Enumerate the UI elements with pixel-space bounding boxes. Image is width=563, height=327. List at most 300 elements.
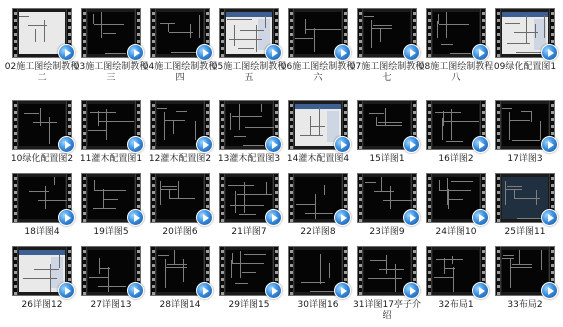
drawing-line [243,145,264,146]
film-hole [221,219,224,222]
film-hole [14,19,17,22]
film-hole [497,278,500,281]
film-hole [152,146,155,149]
drawing-line [319,107,320,136]
film-hole [290,191,293,194]
film-hole [359,264,362,267]
file-name: 09绿化配置图1 [493,62,557,72]
film-hole [497,219,500,222]
film-hole [68,19,71,22]
film-hole [359,257,362,260]
video-thumbnail [357,8,417,58]
film-hole [152,118,155,121]
film-hole [206,250,209,253]
film-hole [275,191,278,194]
play-badge-icon [265,282,282,299]
film-hole [482,26,485,29]
film-hole [290,104,293,107]
drawing-line [93,14,94,24]
drawing-line [233,263,264,264]
film-hole [152,26,155,29]
drawing-line [95,190,126,191]
film-hole [275,125,278,128]
drawing-line [232,253,233,264]
film-hole [137,26,140,29]
film-strip [82,247,87,295]
film-hole [68,104,71,107]
film-hole [359,219,362,222]
film-hole [152,219,155,222]
film-hole [428,264,431,267]
video-thumbnail [81,100,141,150]
file-name: 15详图1 [369,154,405,164]
film-hole [359,19,362,22]
film-hole [359,104,362,107]
file-name: 26详图12 [21,300,63,310]
film-strip [13,247,18,295]
film-hole [290,198,293,201]
drawing-line [195,121,196,140]
drawing-line [451,181,473,182]
drawing-line [438,14,439,24]
film-strip [427,101,432,149]
film-hole [482,104,485,107]
film-strip [358,247,363,295]
film-hole [290,264,293,267]
film-hole [359,125,362,128]
film-hole [137,250,140,253]
film-hole [290,292,293,295]
drawing-line [440,190,471,191]
film-hole [551,40,554,43]
drawing-line [89,277,108,278]
film-hole [290,132,293,135]
film-hole [482,33,485,36]
film-hole [68,278,71,281]
film-hole [413,264,416,267]
video-thumbnail [288,173,348,223]
film-strip [13,101,18,149]
film-hole [152,132,155,135]
film-hole [221,191,224,194]
film-hole [413,257,416,260]
drawing-line [165,120,185,121]
video-thumbnail [426,173,486,223]
film-hole [497,54,500,57]
film-hole [497,257,500,260]
film-hole [137,111,140,114]
film-hole [482,40,485,43]
file-name: 17详图3 [507,154,543,164]
play-badge-icon [541,136,558,153]
film-hole [290,111,293,114]
film-hole [137,257,140,260]
film-hole [83,132,86,135]
film-hole [428,184,431,187]
film-hole [68,111,71,114]
film-strip [151,247,156,295]
film-hole [152,257,155,260]
film-strip [496,247,501,295]
film-hole [497,205,500,208]
video-thumbnail [219,8,279,58]
film-hole [344,132,347,135]
film-strip [427,9,432,57]
film-hole [497,104,500,107]
film-hole [206,264,209,267]
film-hole [359,139,362,142]
film-hole [221,132,224,135]
drawing-line [310,116,311,136]
film-hole [428,271,431,274]
film-strip [82,9,87,57]
video-thumbnail [219,173,279,223]
film-strip [358,174,363,222]
film-hole [551,198,554,201]
film-hole [14,191,17,194]
play-badge-icon [58,44,75,61]
film-hole [83,146,86,149]
film-strip [220,9,225,57]
video-thumbnail [495,100,555,150]
film-hole [413,205,416,208]
file-name: 23详图9 [369,227,405,237]
film-hole [221,104,224,107]
play-badge-icon [472,282,489,299]
play-badge-icon [541,282,558,299]
drawing-line [190,24,191,38]
film-strip [358,101,363,149]
drawing-line [176,111,187,112]
film-hole [83,250,86,253]
film-hole [221,47,224,50]
film-hole [428,132,431,135]
video-thumbnail [426,100,486,150]
film-hole [359,54,362,57]
film-hole [344,125,347,128]
film-strip [496,9,501,57]
film-hole [83,292,86,295]
film-hole [83,278,86,281]
film-hole [68,177,71,180]
drawing-line [33,122,57,123]
film-hole [413,118,416,121]
film-hole [482,177,485,180]
drawing-line [242,272,256,273]
drawing-line [44,20,45,42]
film-hole [221,26,224,29]
drawing-line [103,33,116,34]
film-hole [428,26,431,29]
drawing-line [94,180,95,191]
play-badge-icon [472,209,489,226]
play-badge-icon [334,136,351,153]
video-thumbnail [357,246,417,296]
drawing-line [324,185,325,195]
play-badge-icon [127,44,144,61]
file-name: 04施工图绘制教程四 [142,62,218,83]
play-badge-icon [541,44,558,61]
film-hole [359,278,362,281]
drawing-line [512,264,532,265]
film-strip [13,9,18,57]
file-name: 20详图6 [162,227,198,237]
video-thumbnail [12,173,72,223]
drawing-line [519,250,520,264]
film-hole [275,111,278,114]
file-name: 21详图7 [231,227,267,237]
film-hole [482,198,485,201]
film-hole [359,33,362,36]
film-hole [83,111,86,114]
drawing-line [531,112,532,122]
drawing-line [240,251,241,278]
film-hole [482,264,485,267]
video-thumbnail [495,246,555,296]
film-hole [221,19,224,22]
file-name: 25详图11 [504,227,546,237]
drawing-line [19,16,29,17]
film-strip [427,174,432,222]
film-hole [359,146,362,149]
drawing-line [261,104,262,112]
film-hole [551,118,554,121]
drawing-line [59,255,60,268]
drawing-line [434,277,453,278]
drawing-line [505,181,506,205]
film-hole [413,198,416,201]
film-hole [206,19,209,22]
drawing-line [49,117,50,144]
film-hole [359,118,362,121]
file-name: 33布局2 [507,300,543,310]
video-thumbnail [288,100,348,150]
film-hole [14,285,17,288]
film-hole [428,146,431,149]
film-hole [275,177,278,180]
drawing-line [227,19,252,20]
film-hole [290,125,293,128]
film-hole [221,125,224,128]
file-name: 07施工图绘制教程七 [349,62,425,83]
film-hole [68,184,71,187]
file-name: 30详图16 [297,300,339,310]
film-hole [551,257,554,260]
film-hole [482,118,485,121]
drawing-line [34,269,59,270]
film-hole [14,40,17,43]
film-hole [413,33,416,36]
film-hole [497,40,500,43]
film-hole [359,250,362,253]
film-hole [221,12,224,15]
drawing-line [444,121,479,122]
film-hole [428,205,431,208]
film-hole [83,191,86,194]
window-titlebar [295,104,341,109]
film-hole [344,118,347,121]
file-name: 13灌木配置图3 [217,154,281,164]
film-hole [497,146,500,149]
film-hole [551,12,554,15]
film-hole [206,278,209,281]
film-hole [152,111,155,114]
drawing-line [374,191,394,192]
drawing-line [377,125,402,126]
film-hole [428,54,431,57]
file-name: 31详图17亭子介绍 [353,300,421,321]
film-hole [551,104,554,107]
film-hole [83,19,86,22]
drawing-line [503,255,514,256]
film-hole [482,184,485,187]
film-hole [137,264,140,267]
film-hole [206,26,209,29]
drawing-line [443,111,444,126]
file-name: 27详图13 [90,300,132,310]
film-hole [152,184,155,187]
film-hole [413,40,416,43]
drawing-line [379,269,404,270]
film-hole [428,47,431,50]
film-hole [152,177,155,180]
film-hole [83,54,86,57]
film-hole [413,271,416,274]
film-hole [290,205,293,208]
film-hole [290,118,293,121]
video-thumbnail [12,100,72,150]
drawing-line [105,53,126,54]
drawing-line [183,259,184,282]
film-hole [221,177,224,180]
film-hole [137,40,140,43]
file-name: 14灌木配置图4 [286,154,350,164]
film-hole [83,212,86,215]
film-hole [428,198,431,201]
film-hole [152,292,155,295]
drawing-line [23,278,57,279]
film-hole [290,219,293,222]
play-badge-icon [334,282,351,299]
drawing-line [160,181,161,205]
video-thumbnail [219,100,279,150]
drawing-line [385,108,386,126]
film-hole [290,257,293,260]
video-thumbnail [288,246,348,296]
drawing-line [510,120,530,121]
drawing-line [511,267,532,268]
film-hole [413,278,416,281]
play-badge-icon [196,282,213,299]
film-hole [290,139,293,142]
drawing-line [244,182,245,213]
drawing-line [169,190,170,199]
film-hole [137,177,140,180]
film-hole [68,250,71,253]
film-hole [497,191,500,194]
file-name: 08施工图绘制教程八 [418,62,494,83]
drawing-line [235,191,236,213]
film-hole [83,12,86,15]
film-hole [344,271,347,274]
film-strip [220,247,225,295]
play-badge-icon [265,209,282,226]
film-hole [428,19,431,22]
video-thumbnail [357,100,417,150]
video-thumbnail [288,8,348,58]
film-strip [496,174,501,222]
film-hole [344,40,347,43]
drawing-line [441,44,453,45]
file-name: 16详图2 [438,154,474,164]
film-strip [220,174,225,222]
film-hole [551,250,554,253]
drawing-line [452,256,453,264]
film-hole [14,139,17,142]
film-hole [68,198,71,201]
play-badge-icon [472,44,489,61]
drawing-line [505,23,520,24]
drawing-line [446,141,463,142]
film-strip [289,9,294,57]
film-hole [14,33,17,36]
film-hole [482,271,485,274]
film-hole [14,219,17,222]
film-hole [344,278,347,281]
drawing-line [239,104,240,130]
film-hole [359,212,362,215]
play-badge-icon [334,209,351,226]
drawing-line [378,122,402,123]
drawing-line [99,121,134,122]
film-hole [482,125,485,128]
film-strip [496,101,501,149]
film-hole [497,184,500,187]
drawing-line [315,194,316,219]
film-hole [275,118,278,121]
film-hole [152,285,155,288]
drawing-line [98,111,99,126]
film-hole [275,184,278,187]
film-hole [152,40,155,43]
film-hole [290,40,293,43]
film-hole [14,177,17,180]
film-hole [497,19,500,22]
drawing-line [54,177,55,185]
drawing-line [244,254,266,255]
film-hole [413,191,416,194]
drawing-line [544,15,545,38]
drawing-line [515,198,540,199]
video-thumbnail [495,8,555,58]
film-hole [83,285,86,288]
film-hole [14,26,17,29]
film-hole [137,19,140,22]
film-hole [428,139,431,142]
film-hole [551,191,554,194]
file-name: 18详图4 [24,227,60,237]
film-hole [83,177,86,180]
film-hole [14,264,17,267]
file-name: 24详图10 [435,227,477,237]
film-hole [68,257,71,260]
film-hole [221,111,224,114]
film-hole [206,198,209,201]
film-hole [482,111,485,114]
film-hole [14,132,17,135]
film-hole [14,111,17,114]
film-hole [275,12,278,15]
